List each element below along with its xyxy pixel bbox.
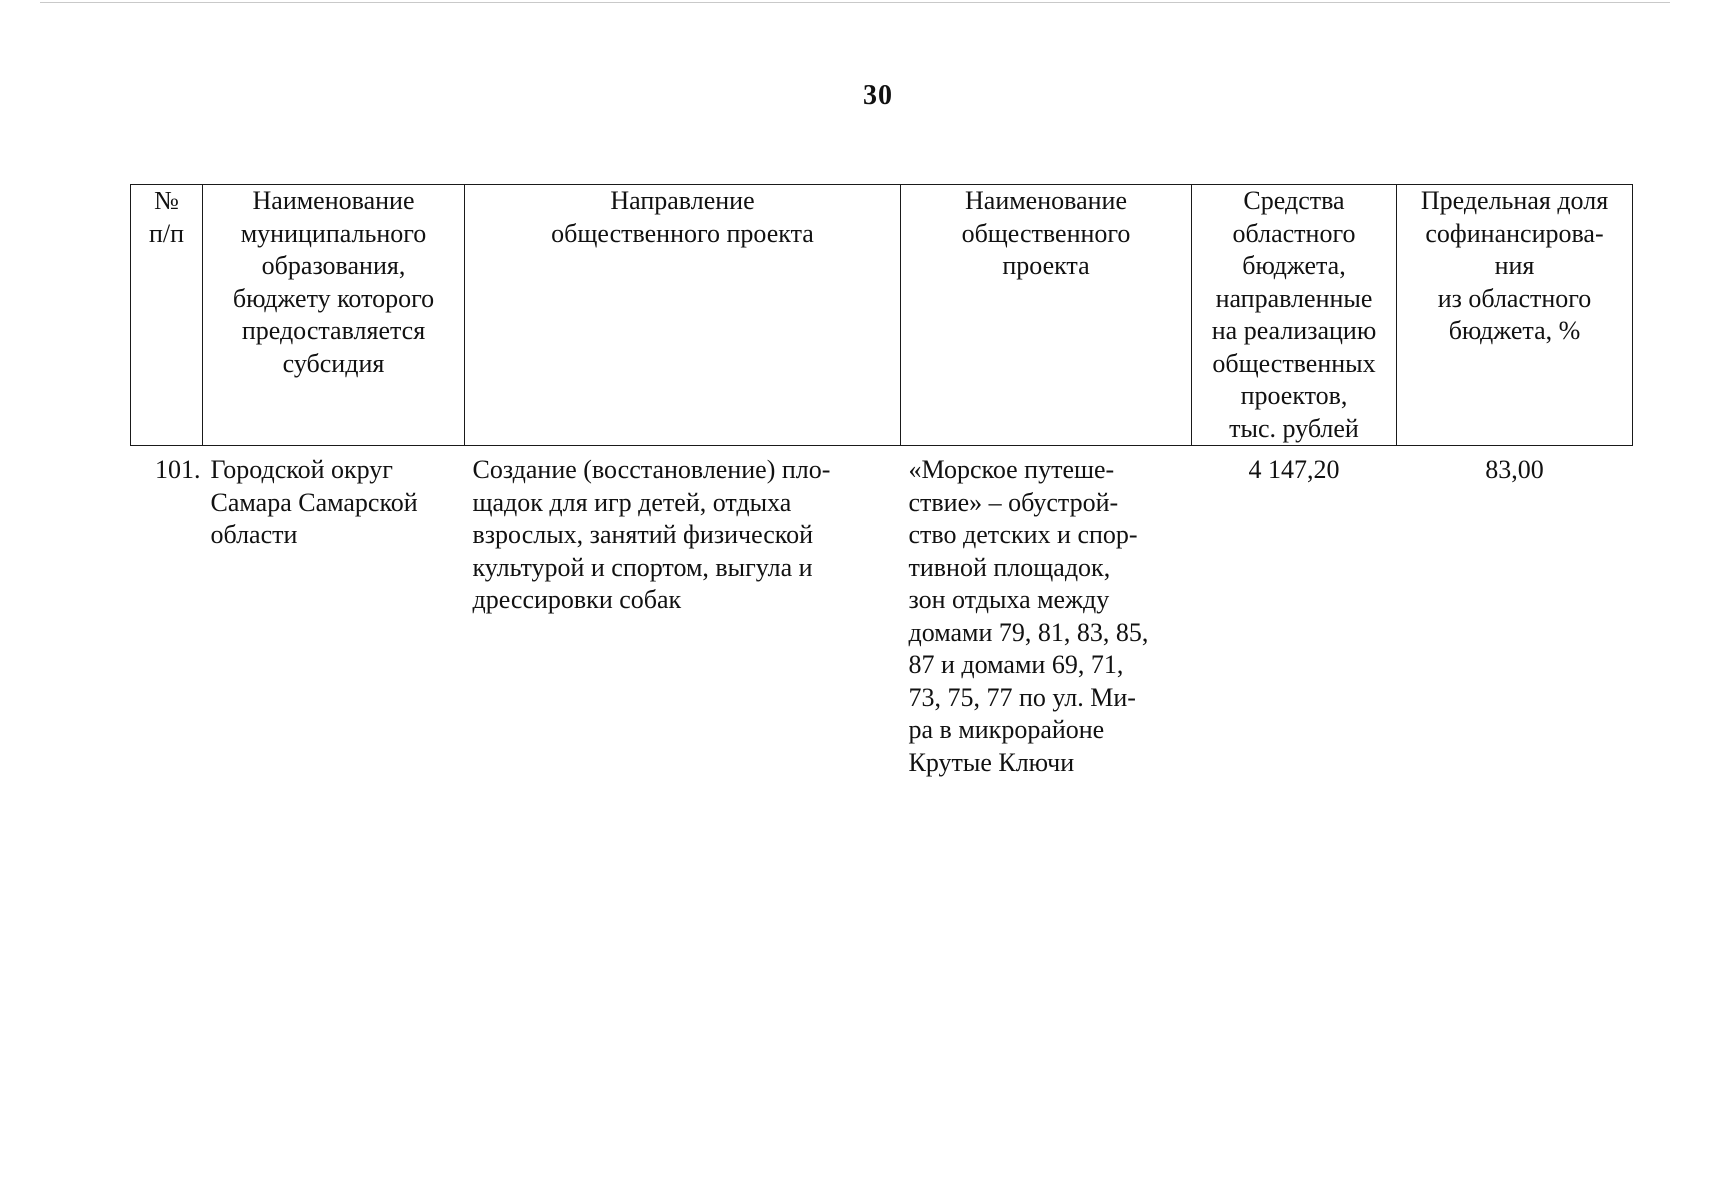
header-line: Наименование	[252, 186, 415, 215]
row-direction	[465, 446, 901, 780]
header-line: тыс. рублей	[1229, 413, 1359, 443]
subsidy-table-container	[130, 184, 1632, 779]
page-number: 30	[863, 80, 893, 111]
cell-line: Городской округ	[210, 455, 393, 484]
header-line: Наименование	[965, 186, 1127, 215]
header-line: бюджета, %	[1448, 316, 1581, 345]
header-line: образования,	[261, 251, 406, 280]
row-project-name	[901, 446, 1192, 780]
table-header-row	[131, 185, 1633, 446]
header-project-name	[901, 185, 1192, 446]
cell-line: тивной площадок,	[908, 552, 1111, 582]
cell-line: щадок для игр детей, отдыха	[472, 487, 792, 517]
header-line: направленные	[1215, 283, 1373, 313]
header-line: муниципального	[240, 218, 427, 248]
header-line: бюджета,	[1242, 251, 1346, 280]
header-line: областного	[1232, 218, 1356, 248]
header-line: проекта	[1002, 251, 1090, 280]
header-line: на реализацию	[1211, 316, 1377, 345]
header-line: п/п	[148, 218, 185, 248]
header-line: общественных	[1212, 348, 1376, 378]
header-line: софинансирова-	[1425, 218, 1604, 248]
header-line: предоставляется	[241, 316, 426, 345]
cell-line: ство детских и спор-	[908, 520, 1138, 549]
header-line: субсидия	[282, 348, 385, 378]
header-line: Средства	[1243, 186, 1345, 215]
header-funds	[1192, 185, 1397, 446]
cell-line: «Морское путеше-	[908, 455, 1115, 484]
header-line: общественного проекта	[551, 218, 814, 248]
header-line: Предельная доля	[1420, 186, 1609, 215]
header-line: №	[154, 186, 179, 215]
header-municipality	[203, 185, 465, 446]
cell-line: ра в микрорайоне	[908, 715, 1105, 744]
row-number: 101.	[155, 455, 201, 484]
header-share	[1397, 185, 1633, 446]
cell-line: взрослых, занятий физической	[472, 520, 814, 549]
header-number	[131, 185, 203, 446]
page-top-edge	[40, 2, 1670, 3]
cell-line: Самара Самарской	[210, 487, 418, 517]
row-share: 83,00	[1485, 455, 1544, 484]
cell-line: ствие» – обустрой-	[908, 487, 1119, 517]
cell-line: культурой и спортом, выгула и	[472, 552, 813, 582]
header-direction	[465, 185, 901, 446]
cell-line: 87 и домами 69, 71,	[908, 650, 1124, 679]
header-line: ния	[1494, 251, 1535, 280]
cell-line: домами 79, 81, 83, 85,	[908, 617, 1149, 647]
header-line: проектов,	[1240, 381, 1348, 410]
cell-line: Крутые Ключи	[908, 747, 1075, 777]
row-funds: 4 147,20	[1248, 455, 1340, 484]
table-row	[131, 446, 1633, 780]
cell-line: дрессировки собак	[472, 585, 682, 614]
header-line: Направление	[610, 186, 755, 215]
subsidy-table	[130, 184, 1633, 779]
cell-line: зон отдыха между	[908, 585, 1110, 614]
cell-line: Создание (восстановление) пло-	[472, 455, 831, 484]
row-municipality	[203, 446, 465, 780]
cell-line: 73, 75, 77 по ул. Ми-	[908, 682, 1136, 712]
header-line: из областного	[1437, 283, 1592, 313]
header-line: бюджету которого	[232, 283, 435, 313]
cell-line: области	[210, 520, 298, 549]
header-line: общественного	[961, 218, 1131, 248]
